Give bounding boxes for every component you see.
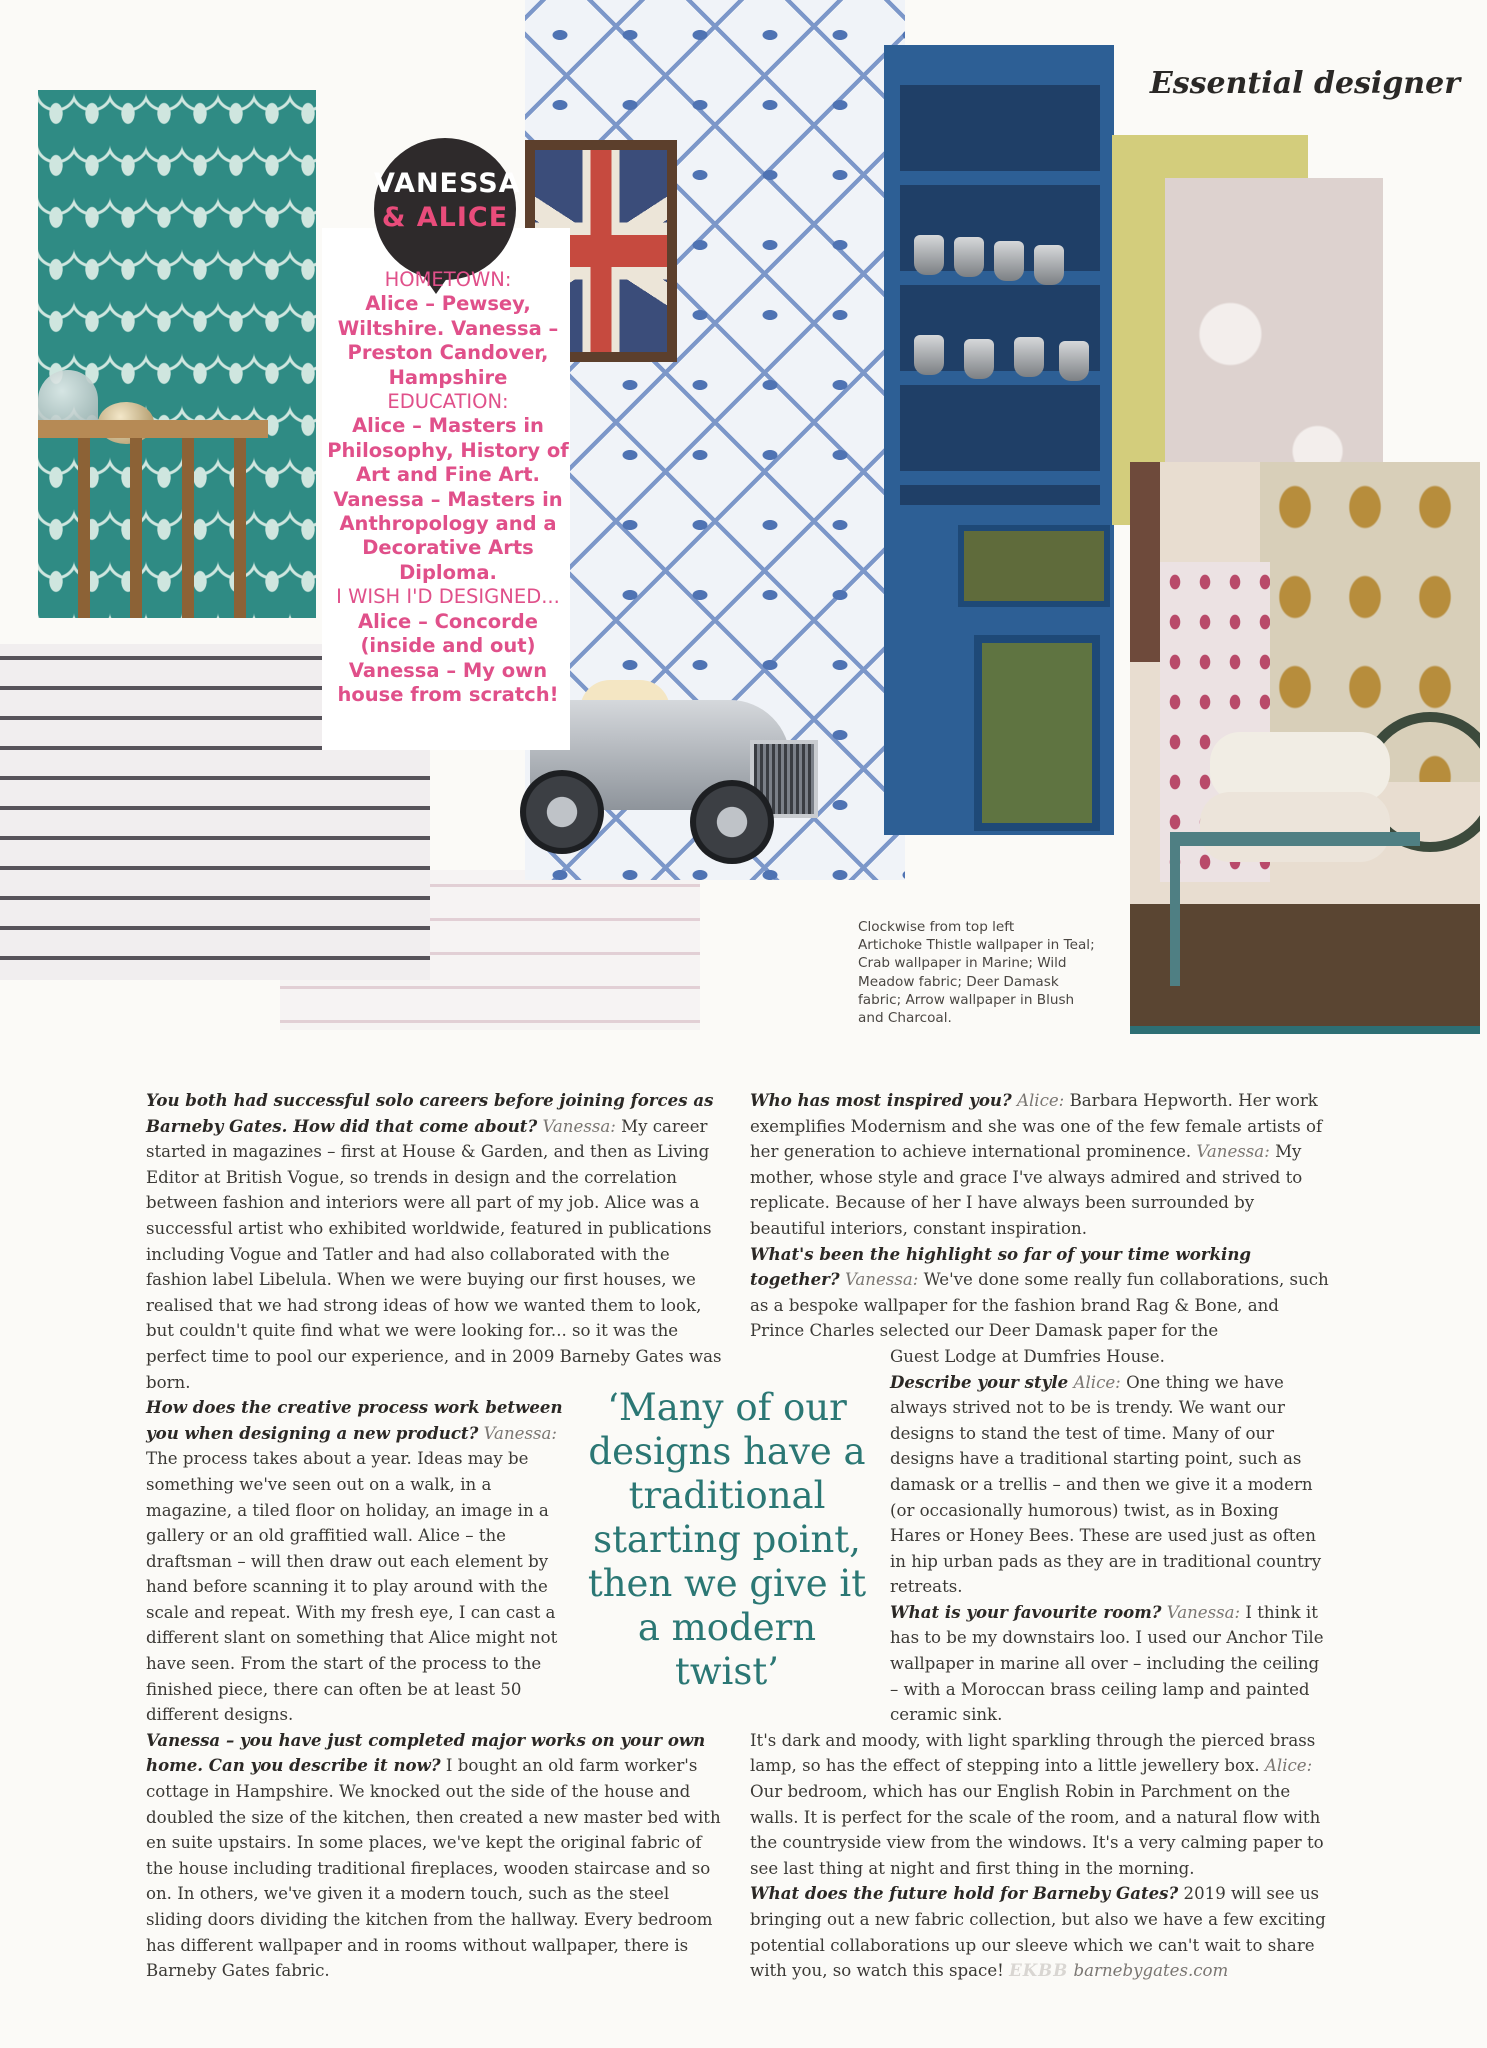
badge-line-2: & ALICE: [381, 202, 509, 233]
section-title: Essential designer: [1149, 66, 1460, 101]
qa-paragraph: [146, 1728, 724, 1984]
speaker: Vanessa:: [1196, 1142, 1270, 1162]
hometown-label: HOMETOWN:: [384, 268, 512, 291]
hometown-value: Alice – Pewsey, Wiltshire. Vanessa – Preston Candover, Hampshire: [337, 292, 559, 389]
badge-line-1: VANESSA: [374, 168, 521, 199]
qa-paragraph: [750, 1088, 1330, 1242]
question: What's been the highlight so far of your time working together?: [750, 1243, 1251, 1290]
answer: The process takes about a year. Ideas may be something we've seen out on a walk, in a magazine, a tiled floor on holiday, an image in a gallery or an old graffitied wall. Alice – the draftsman – will then draw out each element by hand before scanning it to play around with the scale and repeat. With my fresh eye, I can cast a different slant on something that Alice might not have seen. From the start of the process to the finished piece, there can often be at least 50 different designs.: [146, 1449, 558, 1725]
qa-paragraph: [750, 1881, 1330, 1983]
end-logo: EKBB: [1009, 1960, 1069, 1981]
answer: We've done some really fun collaborations, such as a bespoke wallpaper for the fashion brand Rag & Bone, and Prince Charles selected our Deer Damask paper for the: [750, 1270, 1329, 1341]
question: Describe your style: [890, 1371, 1069, 1392]
name-badge: [374, 138, 521, 280]
speaker: Vanessa:: [1166, 1602, 1241, 1622]
qa-paragraph: [750, 1242, 1330, 1344]
wish-label: I WISH I'D DESIGNED...: [336, 585, 560, 609]
answer-continued: Guest Lodge at Dumfries House.: [890, 1346, 1165, 1366]
education-value: Alice – Masters in Philosophy, History of Art and Fine Art. Vanessa – Masters in Anthropology and a Decorative Arts Diploma.: [327, 414, 569, 584]
pull-quote: ‘Many of our designs have a traditional starting point, then we give it a modern twist’: [587, 1386, 867, 1693]
question: How does the creative process work between you when designing a new product?: [146, 1397, 563, 1443]
question: You both had successful solo careers before joining forces as Barneby Gates. How did that come about?: [146, 1090, 714, 1136]
photo-caption: [858, 918, 1098, 1027]
qa-paragraph: [890, 1370, 1326, 1600]
qa-paragraph-continued: [750, 1728, 1330, 1882]
education-label: EDUCATION:: [387, 390, 509, 414]
speaker: Vanessa:: [483, 1423, 557, 1443]
answer: It's dark and moody, with light sparkling through the pierced brass lamp, so has the effect of stepping into a little jewellery box.: [750, 1730, 1316, 1776]
answer: I bought an old farm worker's cottage in Hampshire. We knocked out the side of the house and doubled the size of the kitchen, then created a new master bed with en suite upstairs. In some places, we've kept the original fabric of the house including traditional fireplaces, wooden staircase and so on. In others, we've given it a modern touch, such as the steel sliding doors dividing the kitchen from the hallway. Every bedroom has different wallpaper and in rooms without wallpaper, there is Barneby Gates fabric.: [146, 1756, 721, 1981]
rattan-side-table: [38, 420, 268, 618]
question: Vanessa – you have just completed major works on your own home. Can you describe it now?: [146, 1729, 706, 1776]
deer-damask-fabric-photo: [1130, 462, 1480, 1034]
wish-value: Alice – Concorde (inside and out) Vanessa – My own house from scratch!: [337, 609, 559, 706]
artichoke-thistle-wallpaper-photo: [38, 90, 316, 618]
speaker: Vanessa:: [844, 1270, 919, 1290]
speaker: Alice:: [1073, 1372, 1121, 1392]
blue-dresser-with-pewter: [884, 45, 1114, 835]
answer: My career started in magazines – first at House & Garden, and then as Living Editor at British Vogue, so trends in design and the correlation between fashion and interiors were all part of my job. Alice was a successful artist who exhibited worldwide, featured in publications including Vogue and Tatler and had also collaborated with the fashion label Libelula. When we were buying our first houses, we realised that we had strong ideas of how we wanted them to look, but couldn't quite find what we were looking for... so it was the perfect time to pool our experience, and in 2009 Barneby Gates was born.: [146, 1116, 722, 1392]
profile-facts: [326, 268, 570, 707]
question: Who has most inspired you?: [750, 1090, 1012, 1110]
speaker: Vanessa:: [542, 1116, 616, 1136]
answer: Our bedroom, which has our English Robin in Parchment on the walls. It is perfect for the scale of the room, and a natural flow with the countryside view from the windows. It's a very calming paper to see last thing at night and first thing in the morning.: [750, 1782, 1324, 1878]
answer: 2019 will see us bringing out a new fabric collection, but also we have a few exciting potential collaborations up our sleeve which we can't wait to share with you, so watch this space!: [750, 1884, 1326, 1981]
question: What does the future hold for Barneby Gates?: [750, 1883, 1179, 1904]
answer: Barbara Hepworth. Her work exemplifies Modernism and she was one of the few female artists of her generation to achieve international prominence.: [750, 1091, 1323, 1162]
question: What is your favourite room?: [890, 1601, 1162, 1622]
article-column-right: [750, 1088, 1330, 1984]
speaker: Alice:: [1016, 1091, 1065, 1110]
qa-paragraph: [146, 1395, 566, 1728]
answer: My mother, whose style and grace I've always admired and strived to replicate. Because of her I have always been surrounded by beautiful interiors, constant inspiration.: [750, 1142, 1303, 1238]
caption-text: Artichoke Thistle wallpaper in Teal; Crab wallpaper in Marine; Wild Meadow fabric; Deer Damask fabric; Arrow wallpaper in Blush and Charcoal.: [858, 937, 1095, 1027]
qa-paragraph: [146, 1088, 724, 1395]
speaker: Alice:: [1264, 1756, 1313, 1776]
qa-paragraph: [890, 1600, 1326, 1728]
answer: I think it has to be my downstairs loo. I used our Anchor Tile wallpaper in marine all over – including the ceiling – with a Moroccan brass ceiling lamp and painted ceramic sink.: [890, 1602, 1324, 1725]
answer: One thing we have always strived not to be is trendy. We want our designs to stand the test of time. Many of our designs have a traditional starting point, such as damask or a trellis – and then we give it a modern (or occasionally humorous) twist, as in Boxing Hares or Honey Bees. These are used just as often in hip urban pads as they are in traditional country retreats.: [890, 1372, 1322, 1597]
website-link[interactable]: barnebygates.com: [1073, 1961, 1229, 1981]
toy-pedal-car: [520, 660, 880, 880]
caption-lead: Clockwise from top left: [858, 919, 1015, 935]
